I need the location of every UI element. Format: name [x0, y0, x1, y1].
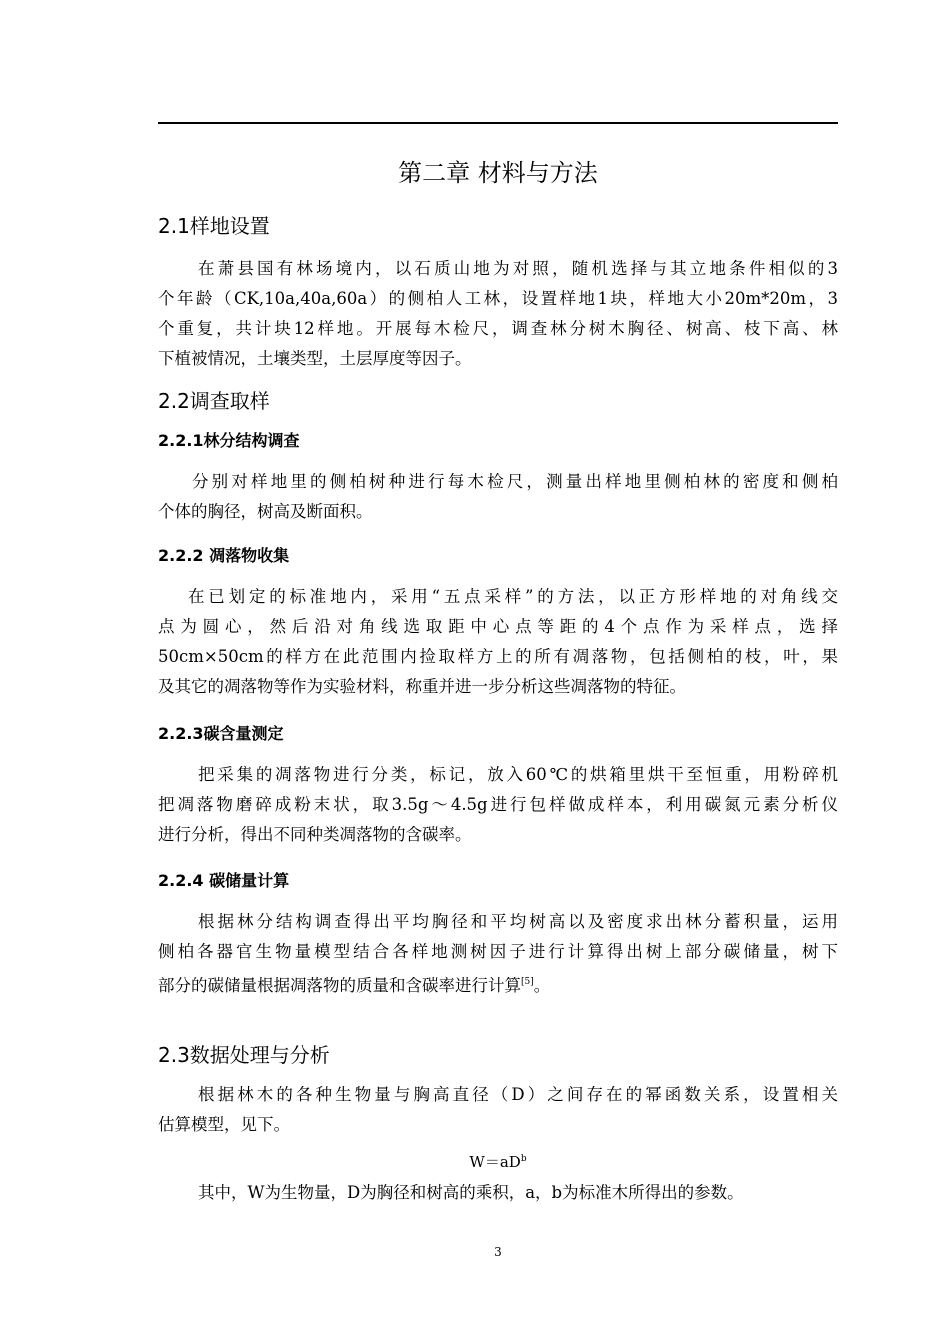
paragraph-line: 分别对样地里的侧柏树种进行每木检尺，测量出样地里侧柏林的密度和侧柏 — [192, 472, 838, 491]
paragraph-line-text: 部分的碳储量根据凋落物的质量和含碳率进行计算 — [158, 976, 521, 995]
section-2-2-4-paragraph — [158, 907, 838, 1001]
formula-explanation — [158, 1178, 838, 1208]
paragraph-line: 把采集的凋落物进行分类，标记，放入60℃的烘箱里烘干至恒重，用粉碎机 — [198, 765, 838, 784]
paragraph-line: 侧柏各器官生物量模型结合各样地测树因子进行计算得出树上部分碳储量，树下 — [158, 942, 838, 961]
paragraph-line: 估算模型，见下。 — [158, 1115, 290, 1134]
section-2-1-heading: 2.1样地设置 — [158, 214, 270, 238]
biomass-formula — [158, 1148, 838, 1173]
section-2-2-2-paragraph — [158, 582, 838, 702]
paragraph-line: 及其它的凋落物等作为实验材料，称重并进一步分析这些凋落物的特征。 — [158, 677, 686, 696]
formula-exponent: b — [520, 1154, 527, 1164]
section-2-2-3-heading: 2.2.3碳含量测定 — [158, 724, 284, 743]
section-2-2-1-heading: 2.2.1林分结构调查 — [158, 431, 300, 450]
header-rule — [158, 122, 838, 124]
paragraph-line — [158, 967, 838, 1001]
paragraph-line: 个年龄（CK,10a,40a,60a）的侧柏人工林，设置样地1块，样地大小20m*20m，3 — [158, 289, 838, 308]
paragraph-line: 在萧县国有林场境内，以石质山地为对照，随机选择与其立地条件相似的3 — [198, 259, 838, 278]
paragraph-line: 根据林木的各种生物量与胸高直径（D）之间存在的幂函数关系，设置相关 — [198, 1085, 838, 1104]
section-2-2-1-paragraph — [158, 467, 838, 527]
section-2-2-4-heading: 2.2.4 碳储量计算 — [158, 871, 290, 890]
paragraph-line: 下植被情况，土壤类型，土层厚度等因子。 — [158, 349, 472, 368]
section-2-3-heading: 2.3数据处理与分析 — [158, 1043, 330, 1067]
section-2-3-paragraph — [158, 1080, 838, 1140]
paragraph-line: 50cm×50cm的样方在此范围内捡取样方上的所有凋落物，包括侧柏的枝，叶，果 — [158, 647, 838, 666]
paragraph-line: 其中，W为生物量，D为胸径和树高的乘积，a，b为标准木所得出的参数。 — [198, 1183, 744, 1202]
section-2-2-3-paragraph — [158, 760, 838, 850]
paragraph-line: 进行分析，得出不同种类凋落物的含碳率。 — [158, 825, 472, 844]
section-2-1-paragraph — [158, 254, 838, 374]
paragraph-line-end: 。 — [533, 976, 551, 995]
paragraph-line: 把凋落物磨碎成粉末状，取3.5g～4.5g进行包样做成样本，利用碳氮元素分析仪 — [158, 795, 838, 814]
chapter-title: 第二章 材料与方法 — [398, 159, 598, 187]
page-number: 3 — [494, 1245, 502, 1259]
paragraph-line: 个重复，共计块12样地。开展每木检尺，调查林分树木胸径、树高、枝下高、林 — [158, 319, 838, 338]
section-2-2-2-heading: 2.2.2 凋落物收集 — [158, 546, 290, 565]
paragraph-line: 在已划定的标准地内，采用“五点采样”的方法，以正方形样地的对角线交 — [188, 587, 838, 606]
paragraph-line: 个体的胸径，树高及断面积。 — [158, 502, 373, 521]
formula-base: W＝aD — [469, 1153, 521, 1171]
section-2-2-heading: 2.2调查取样 — [158, 389, 270, 413]
citation-reference[interactable]: [5] — [521, 977, 534, 987]
paragraph-line: 点为圆心，然后沿对角线选取距中心点等距的4个点作为采样点，选择 — [158, 617, 838, 636]
paragraph-line: 根据林分结构调查得出平均胸径和平均树高以及密度求出林分蓄积量，运用 — [198, 912, 838, 931]
